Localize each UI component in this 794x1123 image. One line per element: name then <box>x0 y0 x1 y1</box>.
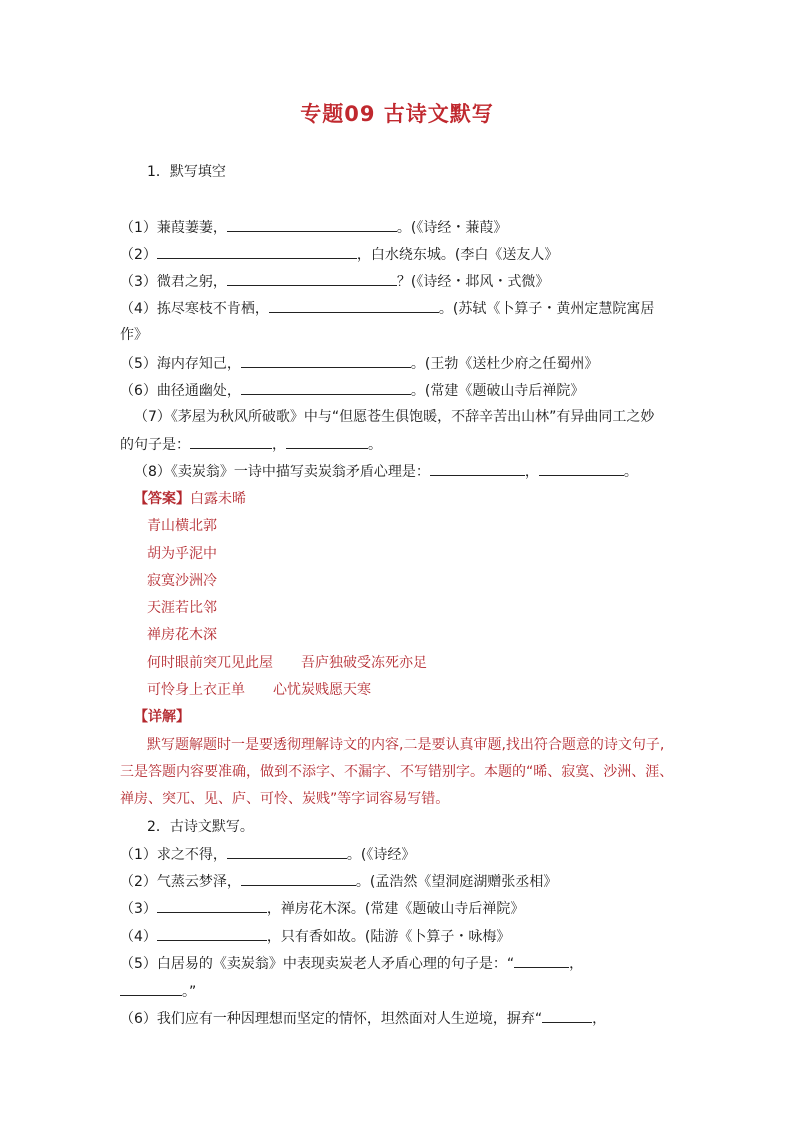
q1-item-8: （8）《卖炭翁》一诗中描写卖炭翁矛盾心理是： ， 。 <box>134 464 638 480</box>
q2-item-2: （2）气蒸云梦泽， 。(孟浩然《望洞庭湖赠张丞相》 <box>120 874 558 890</box>
q2-item-3: （3） ，禅房花木深。(常建《题破山寺后禅院》 <box>120 901 525 917</box>
q1-item-4-cont: 作》 <box>120 327 148 343</box>
answer-line: 胡为乎泥中 <box>147 546 217 562</box>
explain-label: 【详解】 <box>134 709 190 725</box>
q1-item-7-line1: （7）《茅屋为秋风所破歌》中与“但愿苍生俱饱暖，不辞辛苦出山林”有异曲同工之妙 <box>134 409 655 425</box>
answer-blank[interactable] <box>241 354 411 368</box>
answer-pair-1: 何时眼前突兀见此屋 吾庐独破受冻死亦足 <box>147 655 427 671</box>
explain-line-1: 默写题解题时一是要透彻理解诗文的内容,二是要认真审题,找出符合题意的诗文句子, <box>147 737 665 753</box>
question-2-header: 2．古诗文默写。 <box>147 819 254 835</box>
answer-line: 寂寞沙洲冷 <box>147 573 217 589</box>
answer-line: 青山横北郭 <box>147 518 217 534</box>
q2-item-1: （1）求之不得， 。(《诗经》 <box>120 847 416 863</box>
answer-label: 【答案】 <box>134 491 190 507</box>
explain-line-3: 禅房、突兀、见、庐、可怜、炭贱”等字词容易写错。 <box>120 791 450 807</box>
answer-blank[interactable] <box>227 218 397 232</box>
answer-blank[interactable] <box>430 462 525 476</box>
answer-blank[interactable] <box>157 899 267 913</box>
q2-item-5-line1: （5）白居易的《卖炭翁》中表现卖炭老人矛盾心理的句子是：“ ， <box>120 956 584 972</box>
answer-blank[interactable] <box>286 435 368 449</box>
answer-blank[interactable] <box>157 245 357 259</box>
answer-blank[interactable] <box>227 845 347 859</box>
q1-item-6: （6）曲径通幽处， 。(常建《题破山寺后禅院》 <box>120 383 585 399</box>
answer-blank[interactable] <box>190 435 272 449</box>
q1-item-2: （2） ，白水绕东城。(李白《送友人》 <box>120 247 559 263</box>
q2-item-5-line2: 。” <box>120 982 196 1001</box>
answer-first: 【答案】白露未晞 <box>134 491 246 507</box>
answer-blank[interactable] <box>514 954 569 968</box>
question-1-header: 1．默写填空 <box>147 164 226 180</box>
answer-pair-2: 可怜身上衣正单 心忧炭贱愿天寒 <box>147 682 371 698</box>
q1-item-5: （5）海内存知己， 。(王勃《送杜少府之任蜀州》 <box>120 356 599 372</box>
answer-blank[interactable] <box>120 982 182 996</box>
page-title: 专题09 古诗文默写 <box>300 102 494 126</box>
q2-item-6-line1: （6）我们应有一种因理想而坚定的情怀，坦然面对人生逆境，摒弃“ ， <box>120 1011 607 1027</box>
answer-blank[interactable] <box>157 927 267 941</box>
answer-blank[interactable] <box>269 299 439 313</box>
answer-line: 禅房花木深 <box>147 627 217 643</box>
answer-blank[interactable] <box>241 381 411 395</box>
answer-blank[interactable] <box>227 272 397 286</box>
q1-item-1: （1）蒹葭萋萋， 。(《诗经・蒹葭》 <box>120 220 508 236</box>
q1-item-4: （4）拣尽寒枝不肯栖， 。(苏轼《卜算子・黄州定慧院寓居 <box>120 301 655 317</box>
q1-item-3: （3）微君之躬， ？(《诗经・邶风・式微》 <box>120 274 550 290</box>
q1-item-7-line2: 的句子是： ， 。 <box>120 437 382 453</box>
answer-blank[interactable] <box>542 1009 592 1023</box>
answer-line: 天涯若比邻 <box>147 600 217 616</box>
answer-blank[interactable] <box>539 462 624 476</box>
answer-blank[interactable] <box>241 872 356 886</box>
explain-line-2: 三是答题内容要准确，做到不添字、不漏字、不写错别字。本题的“晞、寂寞、沙洲、涯、 <box>120 764 674 780</box>
q2-item-4: （4） ，只有香如故。(陆游《卜算子・咏梅》 <box>120 929 511 945</box>
